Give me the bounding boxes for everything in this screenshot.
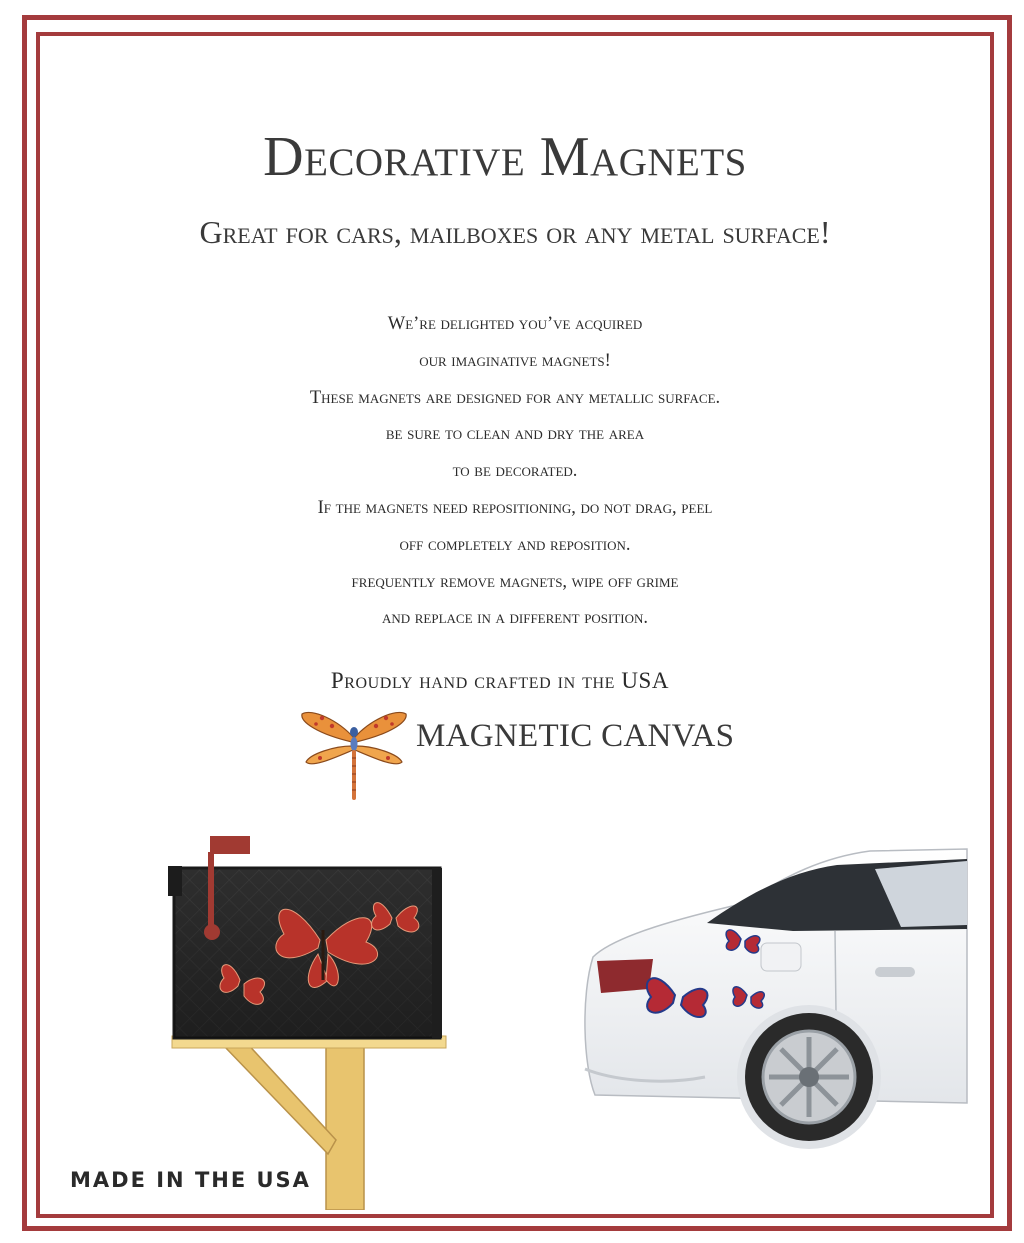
instructions-text — [0, 306, 1024, 637]
instruction-line: If the magnets need repositioning, do not drag, peel — [317, 497, 713, 518]
made-in-usa-text: MADE IN THE USA — [70, 1168, 311, 1192]
instruction-line: and replace in a different position. — [381, 608, 649, 629]
instruction-line: frequently remove magnets, wipe off grime — [351, 571, 679, 592]
instruction-line: off completely and reposition. — [399, 534, 631, 555]
brand-name: MAGNETIC CANVAS — [416, 718, 735, 754]
instruction-line: We’re delighted you’ve acquired — [387, 314, 643, 334]
car-illustration — [575, 845, 970, 1155]
crafted-in-usa-text: Proudly hand crafted in the USA — [330, 668, 670, 693]
instruction-line: be sure to clean and dry the area — [385, 424, 645, 445]
page-subtitle: Great for cars, mailboxes or any metal surface! — [199, 214, 831, 250]
page-title: Decorative Magnets — [263, 126, 747, 188]
instruction-line: our imaginative magnets! — [419, 350, 611, 371]
instruction-line: to be decorated. — [452, 461, 578, 482]
dragonfly-logo-icon — [298, 700, 410, 804]
mailbox-illustration — [160, 830, 460, 1210]
instruction-line: These magnets are designed for any metallic surface. — [309, 387, 721, 408]
